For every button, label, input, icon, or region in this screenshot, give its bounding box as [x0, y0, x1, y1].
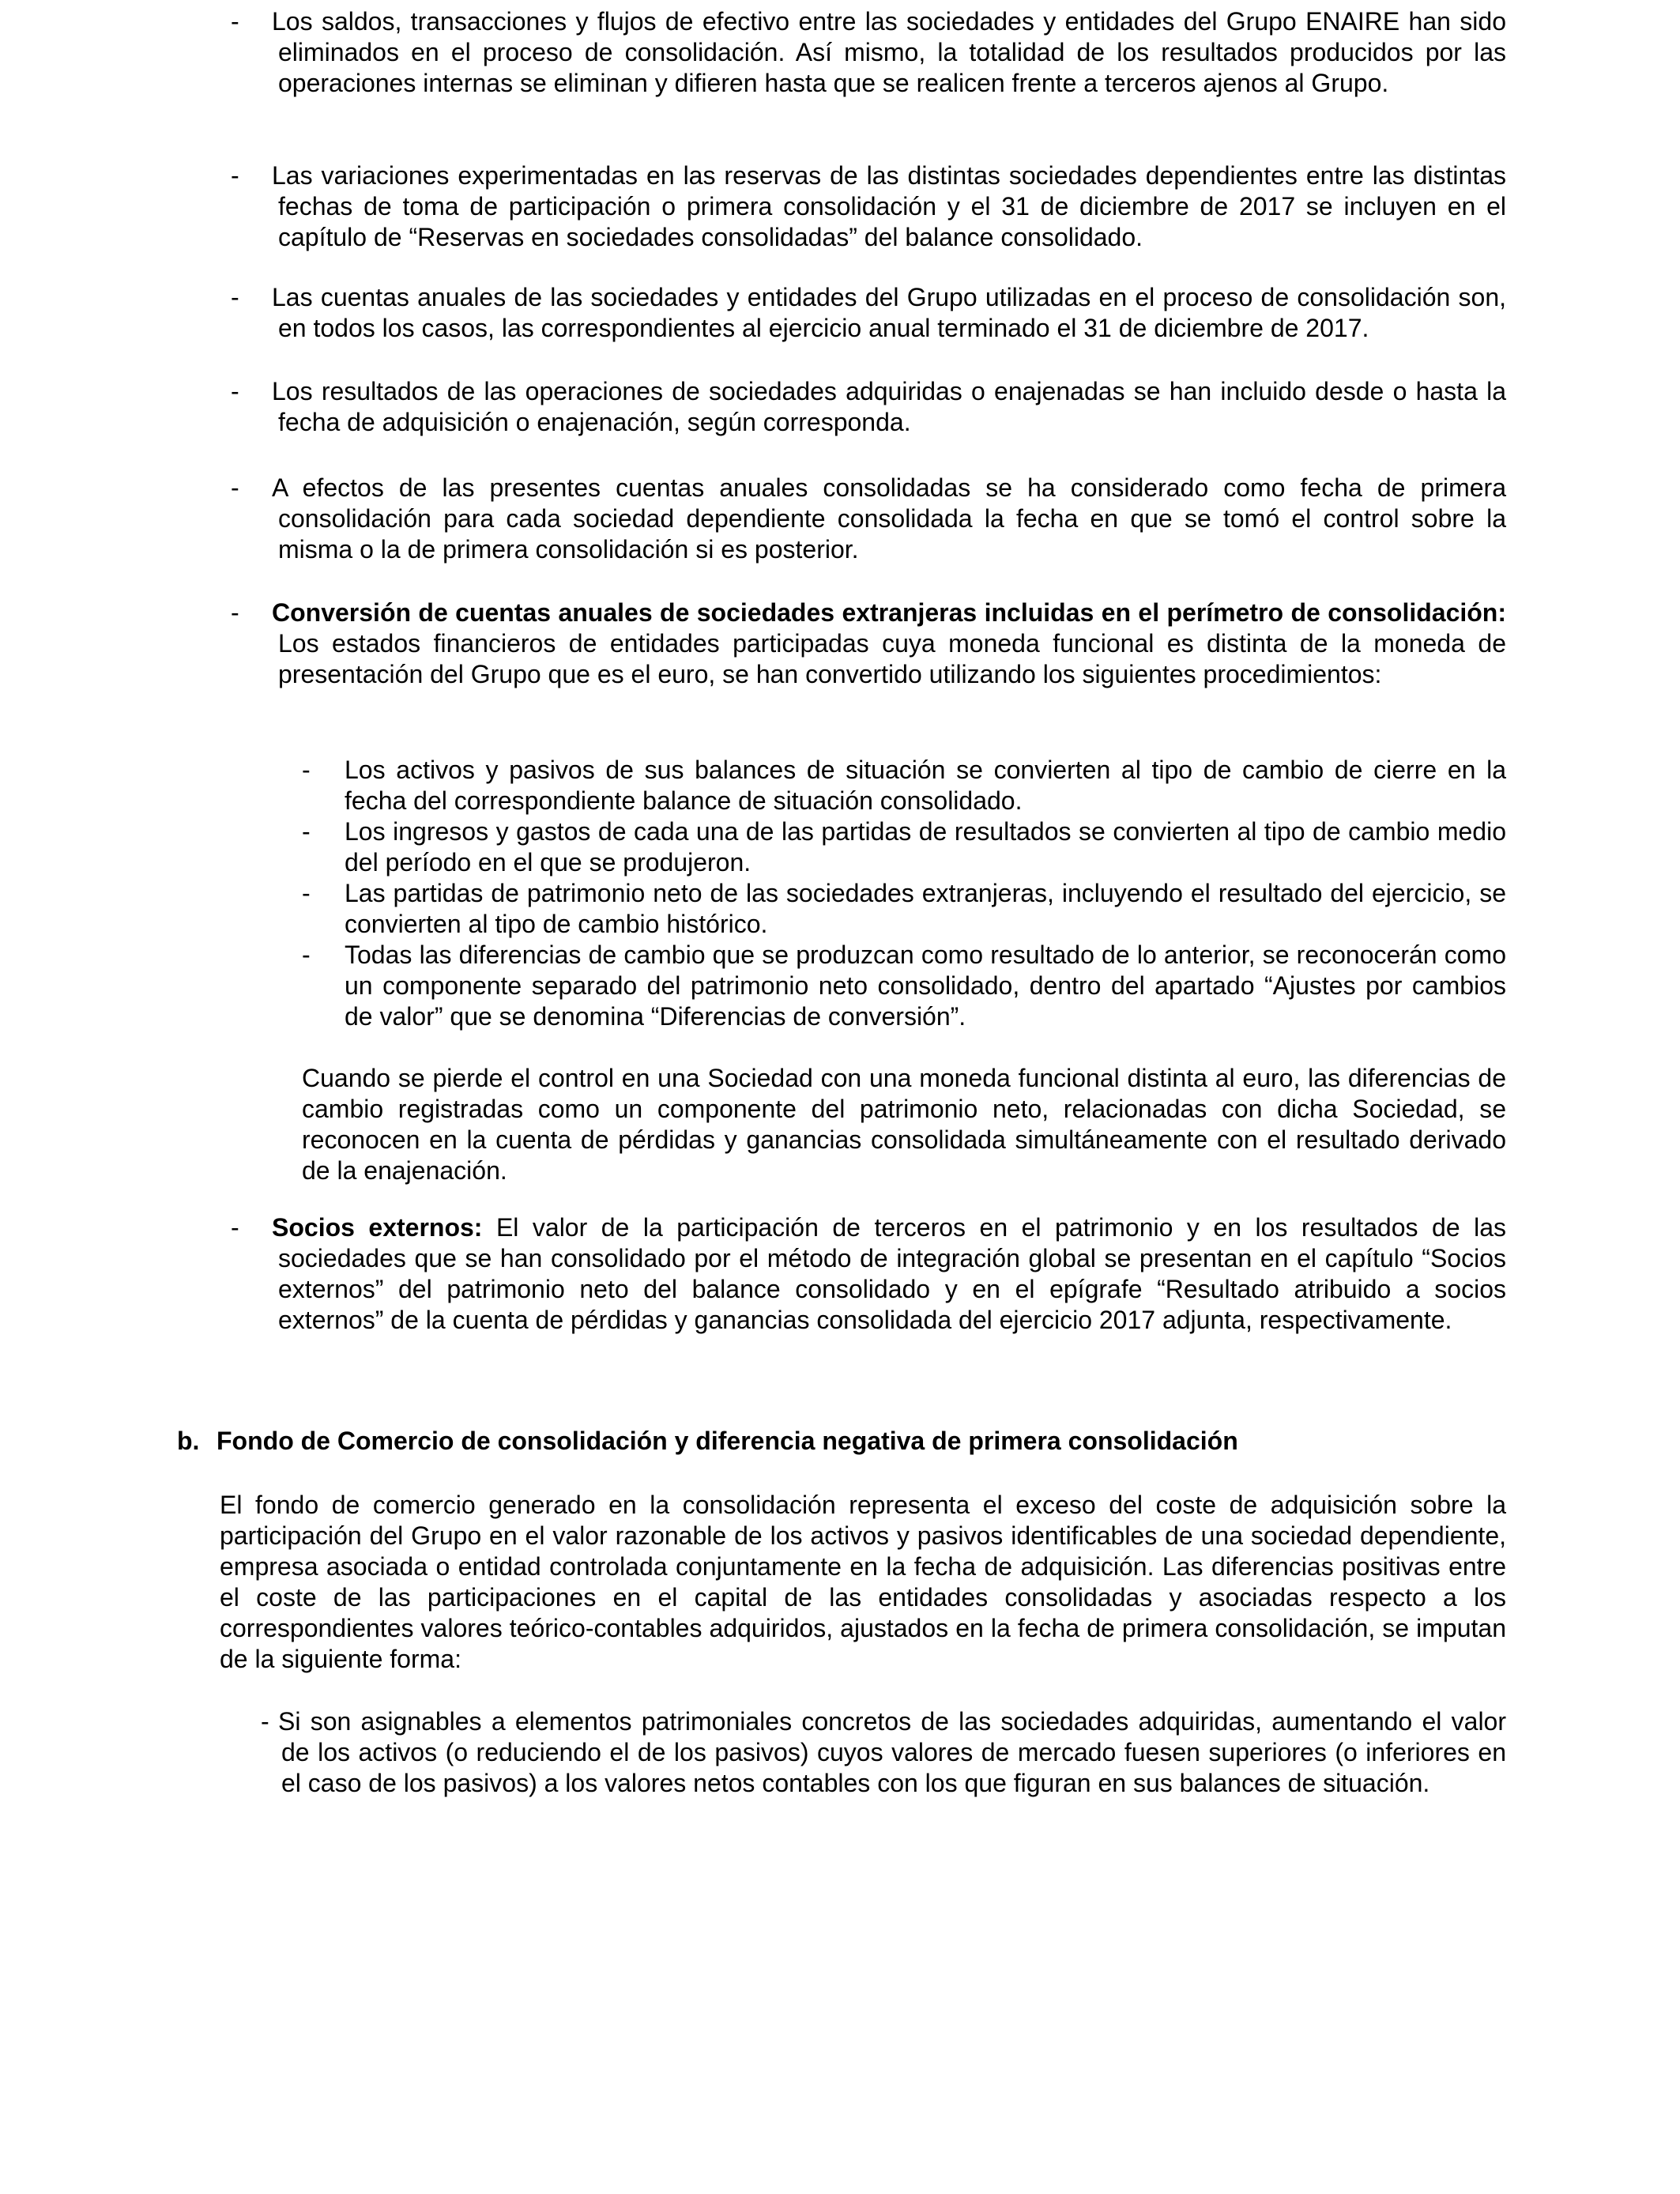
section-title: Fondo de Comercio de consolidación y diferencia negativa de primera consolidación	[217, 1427, 1238, 1455]
list-dash: -	[302, 941, 311, 969]
list-dash: -	[231, 377, 239, 405]
sub-list-item	[302, 940, 1506, 1032]
section-letter: b.	[177, 1427, 200, 1455]
list-dash: -	[302, 879, 311, 907]
sub-list-item	[302, 816, 1506, 878]
sub-list-item	[302, 878, 1506, 940]
list-dash: -	[231, 161, 239, 190]
list-dash: -	[261, 1707, 269, 1736]
list-item-text: Las cuentas anuales de las sociedades y entidades del Grupo utilizadas en el proceso de consolidación son, en todos los casos, las correspondientes al ejercicio anual terminado el 31 de diciembre de 2017.	[272, 283, 1506, 342]
sub-list-item-text: Los activos y pasivos de sus balances de situación se convierten al tipo de cambio de cierre en la fecha del correspondiente balance de situación consolidado.	[345, 756, 1506, 815]
list-item-text: Los saldos, transacciones y flujos de efectivo entre las sociedades y entidades del Grupo ENAIRE han sido eliminados en el proceso de consolidación. Así mismo, la totalidad de los resultados producidos por las operaciones internas se eliminan y difieren hasta que se realicen frente a terceros ajenos al Grupo.	[272, 7, 1506, 97]
list-dash: -	[231, 7, 239, 36]
section-heading	[177, 1426, 1238, 1457]
sub-list-item-text: Todas las diferencias de cambio que se produzcan como resultado de lo anterior, se reconocerán como un componente separado del patrimonio neto consolidado, dentro del apartado “Ajustes por cambios de valor” que se denomina “Diferencias de conversión”.	[345, 941, 1506, 1031]
sub-list-item	[302, 755, 1506, 816]
list-item-text: Los estados financieros de entidades participadas cuya moneda funcional es distinta de la moneda de presentación del Grupo que es el euro, se han convertido utilizando los siguientes procedimientos:	[278, 629, 1506, 688]
list-dash: -	[231, 473, 239, 502]
conversion-note: Cuando se pierde el control en una Sociedad con una moneda funcional distinta al euro, las diferencias de cambio registradas como un componente del patrimonio neto, relacionadas con dicha Sociedad, se reconocen en la cuenta de pérdidas y ganancias consolidada simultáneamente con el resultado derivado de la enajenación.	[302, 1064, 1506, 1185]
list-dash: -	[231, 1213, 239, 1242]
list-item	[232, 6, 1506, 99]
sub-list-item-text: Las partidas de patrimonio neto de las sociedades extranjeras, incluyendo el resultado del ejercicio, se convierten al tipo de cambio histórico.	[345, 879, 1506, 938]
sub-list-item-text: Los ingresos y gastos de cada una de las partidas de resultados se convierten al tipo de cambio medio del período en el que se produjeron.	[345, 817, 1506, 876]
list-item-text: Las variaciones experimentadas en las reservas de las distintas sociedades dependientes entre las distintas fechas de toma de participación o primera consolidación y el 31 de diciembre de 2017 se incluyen en el capítulo de “Reservas en sociedades consolidadas” del balance consolidado.	[272, 161, 1506, 251]
list-item	[232, 376, 1506, 438]
list-dash: -	[302, 756, 311, 784]
socios-heading: Socios externos:	[272, 1213, 483, 1242]
list-item-socios	[232, 1212, 1506, 1336]
list-item-conversion	[232, 598, 1506, 690]
section-bullet-text: Si son asignables a elementos patrimoniales concretos de las sociedades adquiridas, aumentando el valor de los activos (o reduciendo el de los pasivos) cuyos valores de mercado fuesen superiores (o inferiores en el caso de los pasivos) a los valores netos contables con los que figuran en sus balances de situación.	[278, 1707, 1506, 1797]
list-dash: -	[302, 817, 311, 846]
list-item-text: A efectos de las presentes cuentas anuales consolidadas se ha considerado como fecha de primera consolidación para cada sociedad dependiente consolidada la fecha en que se tomó el control sobre la misma o la de primera consolidación si es posterior.	[272, 473, 1506, 564]
list-item	[232, 282, 1506, 344]
conversion-heading: Conversión de cuentas anuales de sociedades extranjeras incluidas en el perímetro de consolidación:	[272, 598, 1506, 627]
section-bullet	[261, 1706, 1506, 1799]
list-dash: -	[231, 598, 239, 627]
list-item-text: El valor de la participación de terceros en el patrimonio y en los resultados de las sociedades que se han consolidado por el método de integración global se presentan en el capítulo “Socios externos” del patrimonio neto del balance consolidado y en el epígrafe “Resultado atribuido a socios externos” de la cuenta de pérdidas y ganancias consolidada del ejercicio 2017 adjunta, respectivamente.	[278, 1213, 1507, 1334]
section-paragraph: El fondo de comercio generado en la consolidación representa el exceso del coste de adquisición sobre la participación del Grupo en el valor razonable de los activos y pasivos identificables de una sociedad dependiente, empresa asociada o entidad controlada conjuntamente en la fecha de adquisición. Las diferencias positivas entre el coste de las participaciones en el capital de las entidades consolidadas y asociadas respecto a los correspondientes valores teórico-contables adquiridos, ajustados en la fecha de primera consolidación, se imputan de la siguiente forma:	[220, 1491, 1506, 1673]
list-item-text: Los resultados de las operaciones de sociedades adquiridas o enajenadas se han incluido desde o hasta la fecha de adquisición o enajenación, según corresponda.	[272, 377, 1506, 436]
list-item	[232, 473, 1506, 565]
list-dash: -	[231, 283, 239, 311]
list-item	[232, 160, 1506, 253]
